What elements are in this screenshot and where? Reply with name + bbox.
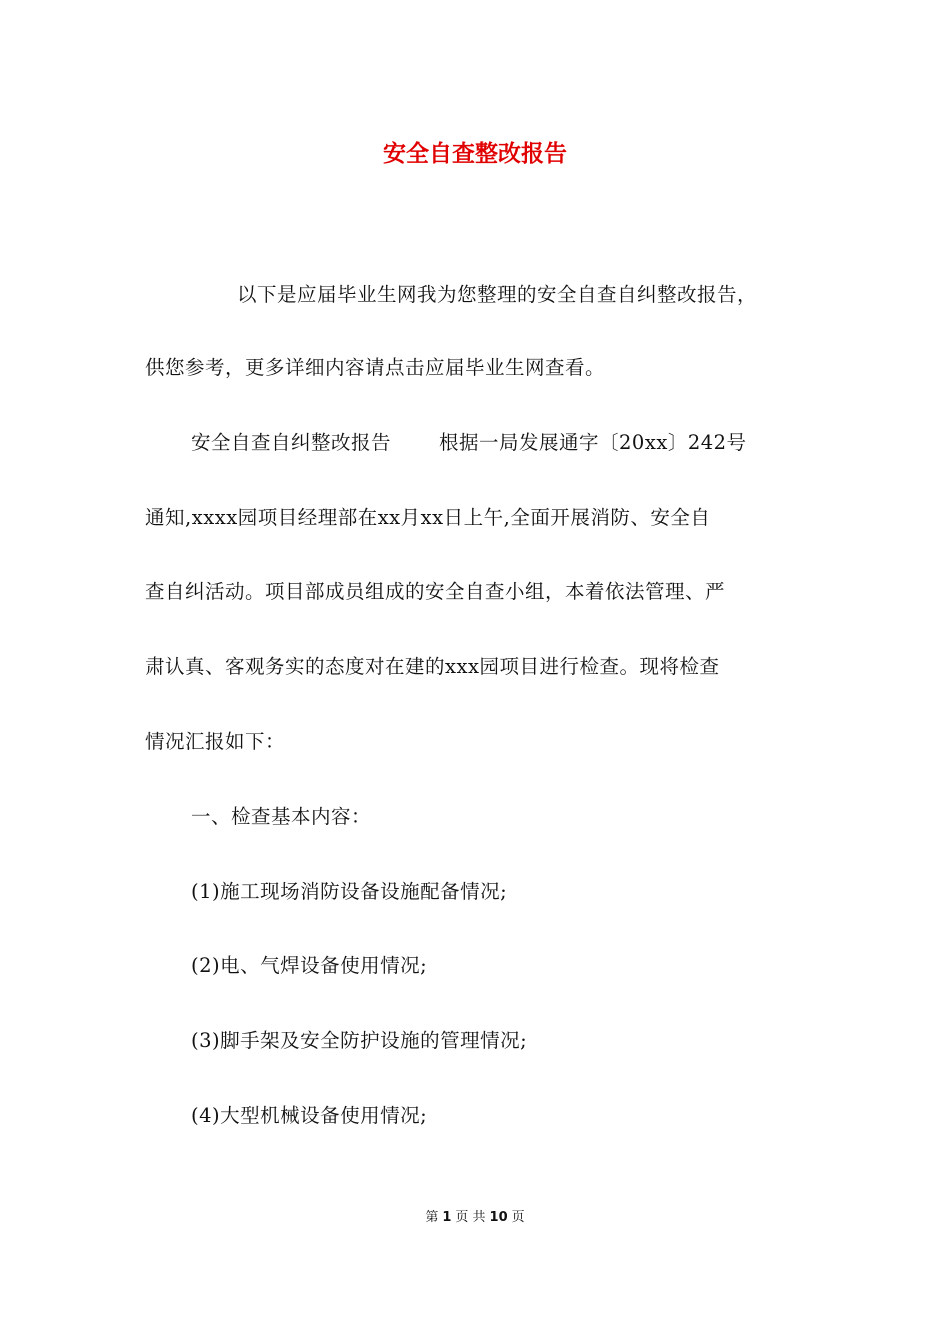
paragraph-line: 以下是应届毕业生网我为您整理的安全自查自纠整改报告， xyxy=(237,283,758,306)
paragraph-line: 情况汇报如下： xyxy=(145,730,286,753)
paragraph-text: 根据一局发展通字〔20xx〕242号 xyxy=(439,431,747,454)
paragraph-line: 肃认真、客观务实的态度对在建的xxx园项目进行检查。现将检查 xyxy=(145,655,720,678)
total-page-count: 10 xyxy=(489,1210,508,1225)
section-heading-inline: 安全自查自纠整改报告 xyxy=(191,431,392,454)
paragraph-line xyxy=(191,428,871,458)
paragraph-line: 查自纠活动。项目部成员组成的安全自查小组，本着依法管理、严 xyxy=(145,580,726,603)
document-title: 安全自查整改报告 xyxy=(383,141,567,167)
footer-prefix: 第 xyxy=(425,1210,439,1225)
current-page-number: 1 xyxy=(442,1210,452,1225)
list-item: (1)施工现场消防设备设施配备情况; xyxy=(191,880,508,903)
paragraph-line: 通知,xxxx园项目经理部在xx月xx日上午,全面开展消防、安全自 xyxy=(145,506,711,529)
page-footer xyxy=(0,1206,950,1230)
paragraph-line: 供您参考，更多详细内容请点击应届毕业生网查看。 xyxy=(145,356,606,379)
footer-suffix: 页 xyxy=(511,1210,525,1225)
list-item: (2)电、气焊设备使用情况; xyxy=(191,954,428,977)
footer-middle: 页 共 xyxy=(455,1210,486,1225)
section-heading: 一、检查基本内容： xyxy=(191,805,372,828)
list-item: (3)脚手架及安全防护设施的管理情况; xyxy=(191,1029,528,1052)
list-item: (4)大型机械设备使用情况; xyxy=(191,1104,428,1127)
